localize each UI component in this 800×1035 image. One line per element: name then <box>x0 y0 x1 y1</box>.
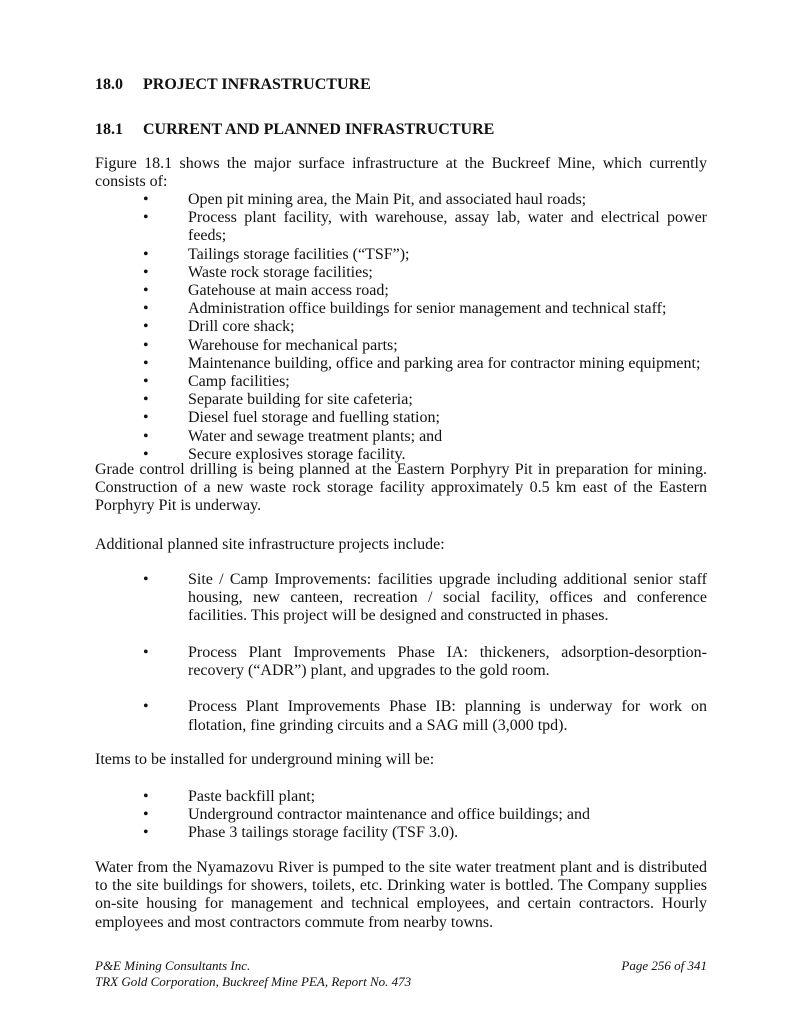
list-item-text: Paste backfill plant; <box>188 788 316 805</box>
underground-intro-paragraph: Items to be installed for underground mining will be: <box>95 751 435 768</box>
section-title: PROJECT INFRASTRUCTURE <box>143 76 371 93</box>
list-item <box>95 355 707 373</box>
list-item <box>95 246 707 264</box>
list-item <box>95 644 707 680</box>
bullet-icon: • <box>143 373 149 391</box>
water-paragraph: Water from the Nyamazovu River is pumped to the site water treatment plant and is distributed to the site buildings for showers, toilets, etc. Drinking water is bottled. The Company supplies on-site housing for management and technical employees, and certain contractors. Hourly employees and most contractors commute from nearby towns. <box>95 859 707 931</box>
bullet-icon: • <box>143 824 149 842</box>
list-item <box>95 788 707 806</box>
list-item-text: Diesel fuel storage and fuelling station; <box>188 409 440 427</box>
list-item-text: Administration office buildings for senior management and technical staff; <box>188 300 667 318</box>
list-item <box>95 282 707 300</box>
list-item <box>95 409 707 427</box>
bullet-icon: • <box>143 788 149 805</box>
list-item <box>95 806 707 824</box>
list-item-text: Process plant facility, with warehouse, assay lab, water and electrical power feeds; <box>188 209 707 245</box>
bullet-icon: • <box>143 282 149 300</box>
bullet-icon: • <box>143 191 149 208</box>
footer-report: TRX Gold Corporation, Buckreef Mine PEA, Report No. 473 <box>95 974 412 989</box>
list-item-text: Secure explosives storage facility. <box>188 445 406 463</box>
bullet-icon: • <box>143 445 149 463</box>
list-item-text: Site / Camp Improvements: facilities upgrade including additional senior staff housing, new canteen, recreation / social facility, offices and conference facilities. This project will be designed and constructed in phases. <box>188 571 707 625</box>
list-item <box>95 373 707 391</box>
page-footer <box>95 958 707 990</box>
list-item <box>95 209 707 245</box>
current-infrastructure-list <box>95 191 707 464</box>
list-item-text: Drill core shack; <box>188 318 295 336</box>
list-item-text: Camp facilities; <box>188 373 290 391</box>
subsection-number: 18.1 <box>95 121 123 138</box>
list-item <box>95 264 707 282</box>
underground-items-list <box>95 788 707 843</box>
list-item <box>95 191 707 209</box>
list-item <box>95 391 707 409</box>
planned-projects-list <box>95 571 707 753</box>
bullet-icon: • <box>143 263 149 281</box>
page-number: Page 256 of 341 <box>621 958 707 973</box>
subsection-title: CURRENT AND PLANNED INFRASTRUCTURE <box>143 121 495 138</box>
list-item <box>95 318 707 336</box>
grade-control-paragraph: Grade control drilling is being planned at the Eastern Porphyry Pit in preparation for mining. Construction of a new waste rock storage facility approximately 0.5 km east of the Eastern Porphyry Pit is underway. <box>95 461 707 515</box>
list-item-text: Maintenance building, office and parking area for contractor mining equipment; <box>188 354 701 372</box>
bullet-icon: • <box>143 806 149 824</box>
bullet-icon: • <box>143 427 149 445</box>
bullet-icon: • <box>143 300 149 318</box>
list-item-text: Separate building for site cafeteria; <box>188 391 413 409</box>
bullet-icon: • <box>143 245 149 263</box>
list-item <box>95 571 707 626</box>
list-item <box>95 428 707 446</box>
bullet-icon: • <box>143 336 149 354</box>
list-item-text: Phase 3 tailings storage facility (TSF 3.0). <box>188 824 459 842</box>
bullet-icon: • <box>143 409 149 427</box>
footer-company: P&E Mining Consultants Inc. <box>95 958 251 973</box>
bullet-icon: • <box>143 318 149 336</box>
list-item-text: Warehouse for mechanical parts; <box>188 336 398 354</box>
list-item-text: Open pit mining area, the Main Pit, and associated haul roads; <box>188 191 587 208</box>
bullet-icon: • <box>143 354 149 372</box>
planned-intro-paragraph: Additional planned site infrastructure projects include: <box>95 536 445 553</box>
bullet-icon: • <box>143 643 149 661</box>
list-item-text: Gatehouse at main access road; <box>188 282 389 300</box>
list-item <box>95 698 707 734</box>
list-item-text: Underground contractor maintenance and office buildings; and <box>188 806 590 824</box>
section-number: 18.0 <box>95 76 123 93</box>
section-heading <box>95 76 707 94</box>
bullet-icon: • <box>143 698 149 716</box>
intro-paragraph: Figure 18.1 shows the major surface infrastructure at the Buckreef Mine, which currently consists of: <box>95 155 707 191</box>
list-item-text: Tailings storage facilities (“TSF”); <box>188 245 410 263</box>
subsection-heading <box>95 121 707 139</box>
list-item-text: Waste rock storage facilities; <box>188 263 373 281</box>
bullet-icon: • <box>143 391 149 409</box>
list-item <box>95 337 707 355</box>
list-item-text: Water and sewage treatment plants; and <box>188 427 443 445</box>
bullet-icon: • <box>143 209 149 227</box>
bullet-icon: • <box>143 571 149 588</box>
list-item-text: Process Plant Improvements Phase IB: planning is underway for work on flotation, fine grinding circuits and a SAG mill (3,000 tpd). <box>188 698 707 734</box>
list-item-text: Process Plant Improvements Phase IA: thickeners, adsorption-desorption-recovery (“ADR”) plant, and upgrades to the gold room. <box>188 643 707 679</box>
list-item <box>95 300 707 318</box>
list-item <box>95 824 707 842</box>
